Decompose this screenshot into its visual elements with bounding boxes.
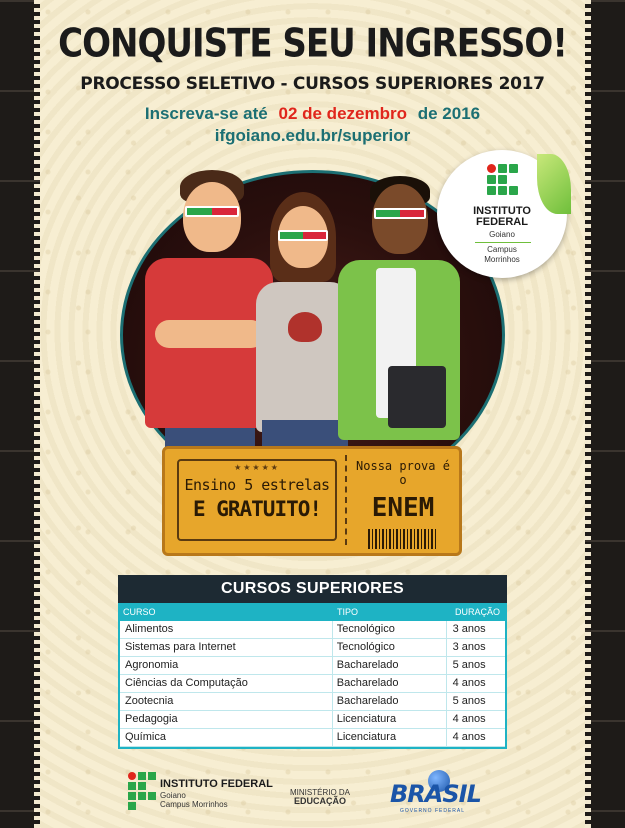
footer-institution-sub: Goiano Campus Morrinhos <box>160 791 228 809</box>
barcode-icon <box>368 529 438 549</box>
five-stars-icon: ★★★★★ <box>234 463 280 472</box>
governo-federal-label: GOVERNO FEDERAL <box>400 808 466 814</box>
table-row <box>120 621 505 639</box>
deadline <box>40 104 585 124</box>
ticket-slogan-line1: Ensino 5 estrelas <box>184 476 330 494</box>
deadline-prefix: Inscreva-se até <box>144 104 268 123</box>
cell-tipo: Tecnológico <box>333 621 447 638</box>
table-row <box>120 639 505 657</box>
table-row <box>120 657 505 675</box>
brasil-governo-logo: BRASIL <box>390 780 481 808</box>
ticket-perforation <box>345 455 347 545</box>
cell-curso: Zootecnia <box>120 693 333 710</box>
cell-curso: Pedagogia <box>120 711 333 728</box>
ticket-exam-line1: Nossa prova é o <box>356 459 450 487</box>
ticket-slogan-line2: E GRATUITO! <box>192 497 322 521</box>
table-row <box>120 711 505 729</box>
cell-curso: Sistemas para Internet <box>120 639 333 656</box>
header-tipo: TIPO <box>337 607 359 617</box>
courses-table-body <box>118 621 507 749</box>
ticket-graphic <box>162 446 462 556</box>
cell-tipo: Licenciatura <box>333 711 447 728</box>
film-strip-left <box>0 0 40 828</box>
cell-curso: Ciências da Computação <box>120 675 333 692</box>
cell-duracao: 4 anos <box>452 677 486 689</box>
cell-duracao: 4 anos <box>452 713 486 725</box>
ministerio-educacao-logo: MINISTÉRIO DA EDUCAÇÃO <box>290 788 351 806</box>
cell-curso: Alimentos <box>120 621 333 638</box>
film-strip-right <box>585 0 625 828</box>
ticket-right-panel <box>351 459 455 549</box>
cell-tipo: Bacharelado <box>333 675 447 692</box>
cell-duracao: 4 anos <box>452 731 486 743</box>
instituto-federal-footer-logo-icon <box>128 772 156 808</box>
courses-table-header <box>118 603 507 621</box>
deadline-date: 02 de dezembro <box>278 104 407 123</box>
subhead: PROCESSO SELETIVO - CURSOS SUPERIORES 2017 <box>80 74 545 94</box>
badge-institution-name: INSTITUTO FEDERAL <box>473 205 531 228</box>
table-row <box>120 729 505 747</box>
table-row <box>120 675 505 693</box>
cell-duracao: 5 anos <box>452 659 486 671</box>
cell-tipo: Bacharelado <box>333 657 447 674</box>
footer-logos <box>40 768 585 818</box>
badge-subtitle: Goiano <box>489 230 515 239</box>
badge-campus: Campus Morrinhos <box>484 245 520 264</box>
cell-tipo: Tecnológico <box>333 639 447 656</box>
ticket-left-panel <box>177 459 337 541</box>
page-curl-decoration <box>537 154 571 214</box>
deadline-suffix: de 2016 <box>417 104 481 123</box>
courses-table-title: CURSOS SUPERIORES <box>118 575 507 603</box>
cell-duracao: 3 anos <box>452 623 486 635</box>
header-duracao: DURAÇÃO <box>454 607 500 617</box>
ticket-exam-line2: ENEM <box>371 493 435 523</box>
cell-duracao: 3 anos <box>452 641 486 653</box>
poster <box>40 0 585 828</box>
courses-table <box>118 575 507 749</box>
instituto-federal-badge <box>437 150 567 278</box>
footer-institution-name: INSTITUTO FEDERAL <box>160 778 273 790</box>
header-curso: CURSO <box>123 607 156 617</box>
badge-divider <box>475 242 531 243</box>
headline: CONQUISTE SEU INGRESSO! <box>58 21 567 67</box>
cell-curso: Química <box>120 729 333 746</box>
cell-tipo: Licenciatura <box>333 729 447 746</box>
instituto-federal-logo-icon <box>487 164 519 202</box>
cell-tipo: Bacharelado <box>333 693 447 710</box>
table-row <box>120 693 505 711</box>
cell-curso: Agronomia <box>120 657 333 674</box>
cell-duracao: 5 anos <box>452 695 486 707</box>
website-link[interactable]: ifgoiano.edu.br/superior <box>214 126 411 145</box>
